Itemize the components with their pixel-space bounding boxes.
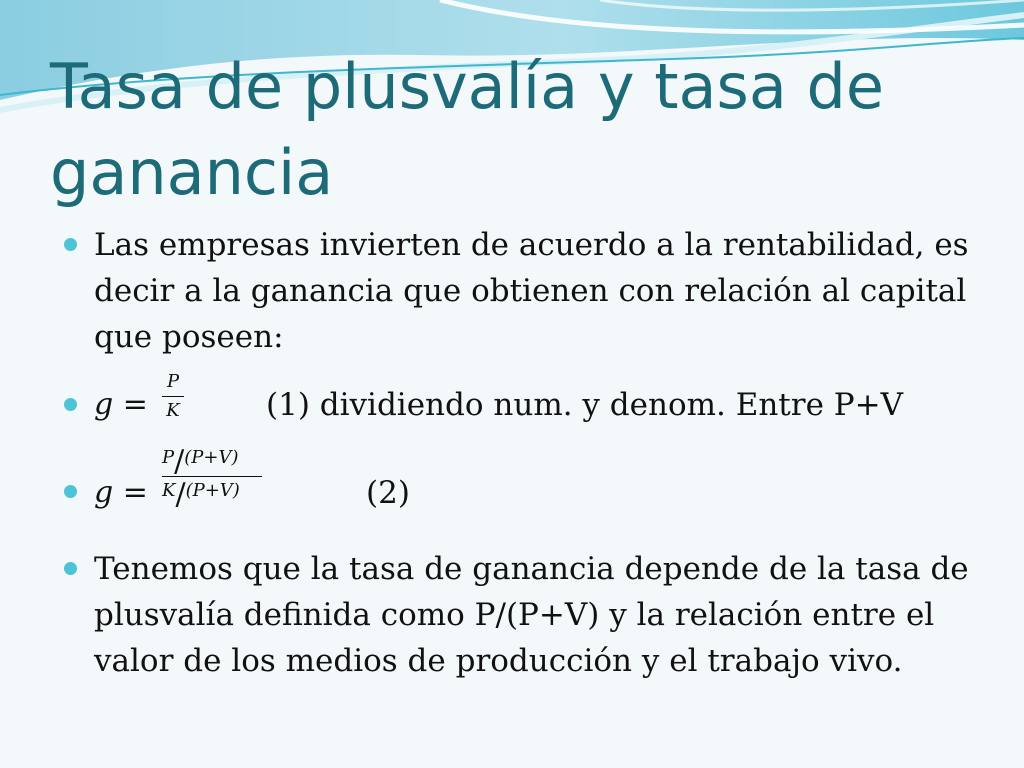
fraction-numerator: P/(P+V) bbox=[162, 444, 239, 479]
fraction-bar bbox=[162, 396, 184, 397]
compound-fraction bbox=[162, 444, 262, 512]
bullet-text: Tenemos que la tasa de ganancia depende de la tasa de plusvalía definida como P/(P+V) y la relación entre el valor de los medios de producción y el trabajo vivo. bbox=[94, 551, 969, 679]
equation-number: (2) bbox=[366, 475, 410, 511]
fraction-denominator: K/(P+V) bbox=[162, 477, 240, 512]
bullet-text: Las empresas invierten de acuerdo a la rentabilidad, es decir a la ganancia que obtienen con relación al capital que poseen: bbox=[94, 227, 969, 355]
bullet-dot-icon bbox=[64, 238, 77, 251]
equation-lhs: g = bbox=[94, 475, 148, 510]
equation-note: (1) dividiendo num. y denom. Entre P+V bbox=[266, 387, 903, 423]
numerator-divisor: (P+V) bbox=[184, 447, 239, 468]
bullet-item-equation-1 bbox=[60, 370, 1024, 440]
equation-lhs: g = bbox=[94, 387, 148, 422]
fraction-denominator: K bbox=[166, 400, 180, 421]
bullet-dot-icon bbox=[64, 398, 77, 411]
fraction-p-over-k bbox=[162, 370, 184, 423]
bullet-item-investment bbox=[60, 222, 990, 360]
bullet-dot-icon bbox=[64, 562, 77, 575]
numerator-variable: P bbox=[162, 447, 175, 468]
bullet-item-conclusion bbox=[60, 546, 990, 684]
denominator-variable: K bbox=[162, 480, 176, 501]
denominator-divisor: (P+V) bbox=[185, 480, 240, 501]
bullet-dot-icon bbox=[64, 485, 77, 498]
fraction-numerator: P bbox=[166, 371, 180, 392]
slide-title: Tasa de plusvalía y tasa de ganancia bbox=[50, 50, 885, 209]
bullet-item-equation-2 bbox=[60, 444, 1024, 538]
